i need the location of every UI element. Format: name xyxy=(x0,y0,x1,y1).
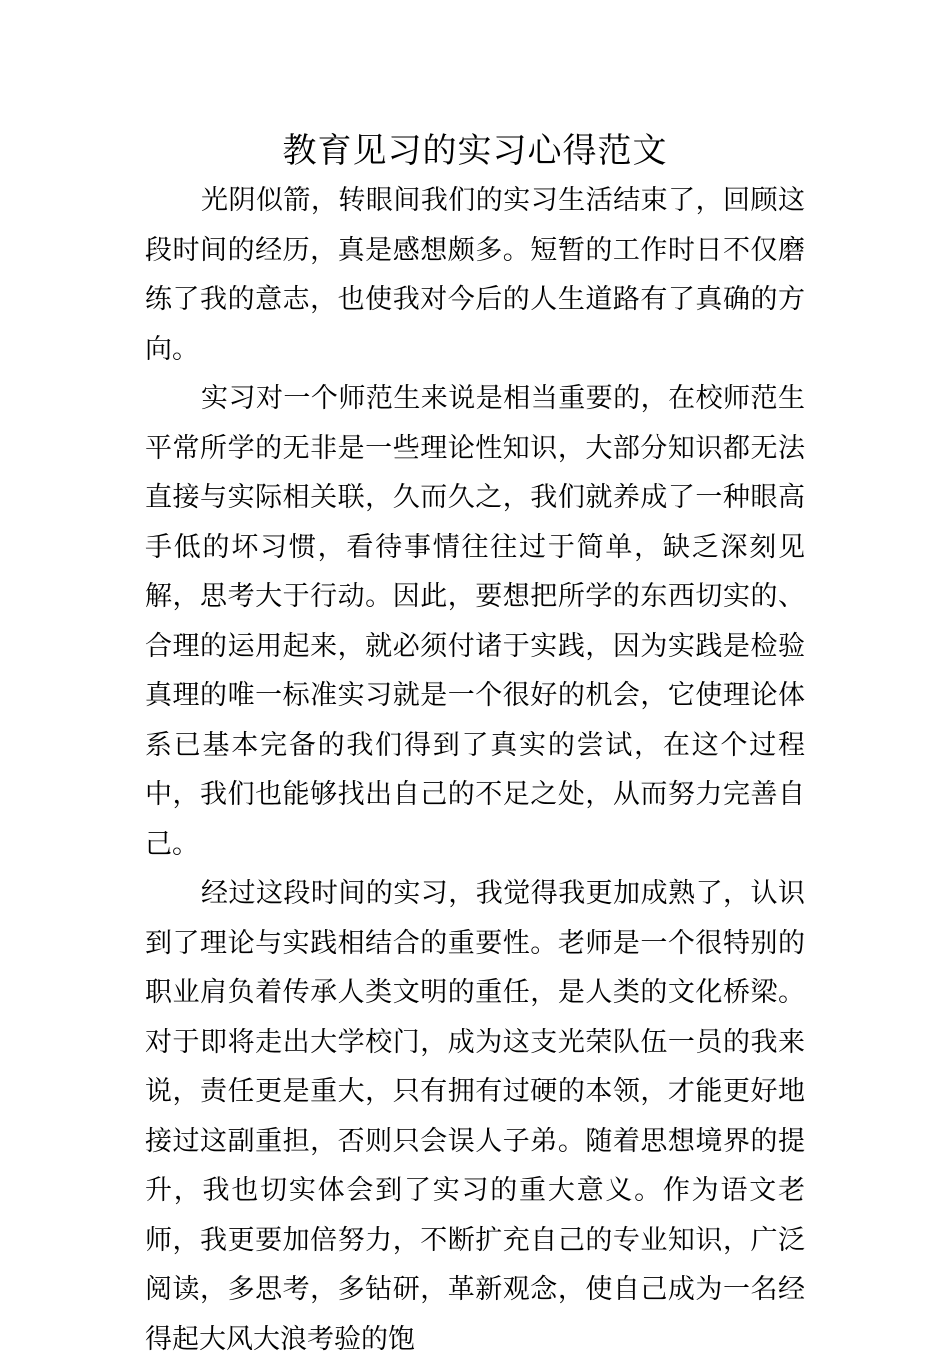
paragraph-3: 经过这段时间的实习，我觉得我更加成熟了，认识到了理论与实践相结合的重要性。老师是一个很特别的职业肩负着传承人类文明的重任，是人类的文化桥梁。对于即将走出大学校门，成为这支光荣队伍一员的我来说，责任更是重大，只有拥有过硬的本领，才能更好地接过这副重担，否则只会误人子弟。随着思想境界的提升，我也切实体会到了实习的重大意义。作为语文老师，我更要加倍努力，不断扩充自己的专业知识，广泛阅读，多思考，多钻研，革新观念，使自己成为一名经得起大风大浪考验的饱 xyxy=(145,878,805,1355)
document-body xyxy=(145,176,805,1364)
paragraph-1: 光阴似箭，转眼间我们的实习生活结束了，回顾这段时间的经历，真是感想颇多。短暂的工作时日不仅磨练了我的意志，也使我对今后的人生道路有了真确的方向。 xyxy=(145,185,805,365)
paragraph-2: 实习对一个师范生来说是相当重要的，在校师范生平常所学的无非是一些理论性知识，大部分知识都无法直接与实际相关联，久而久之，我们就养成了一种眼高手低的坏习惯，看待事情往往过于简单，缺乏深刻见解，思考大于行动。因此，要想把所学的东西切实的、合理的运用起来，就必须付诸于实践，因为实践是检验真理的唯一标准实习就是一个很好的机会，它使理论体系已基本完备的我们得到了真实的尝试，在这个过程中，我们也能够找出自己的不足之处，从而努力完善自己。 xyxy=(145,383,805,860)
document-title: 教育见习的实习心得范文 xyxy=(282,131,668,171)
